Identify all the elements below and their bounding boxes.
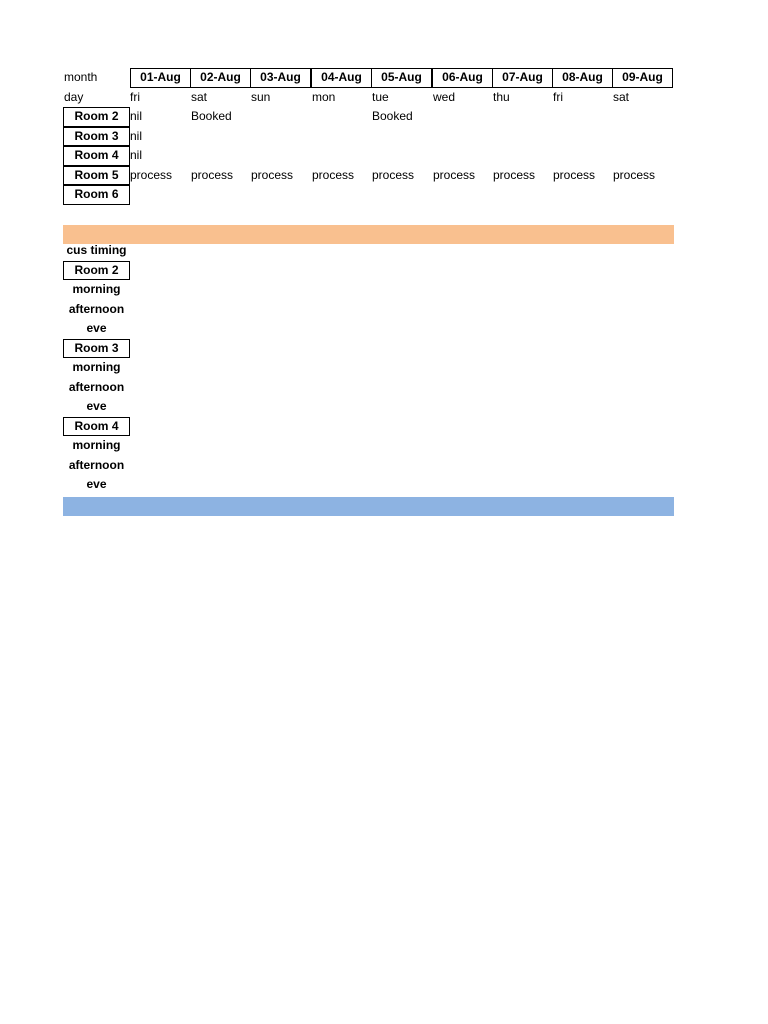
booking-cell[interactable]: process [251, 167, 294, 182]
timing-slot-row [63, 280, 674, 300]
timing-room-row [63, 261, 674, 281]
timing-slot-row [63, 319, 674, 339]
date-cell[interactable]: 02-Aug [190, 68, 251, 88]
timing-slot-row [63, 475, 674, 495]
room-label[interactable]: Room 6 [63, 185, 130, 205]
timing-title[interactable]: cus timing [66, 243, 127, 257]
day-cell[interactable]: thu [493, 89, 510, 104]
room-row [63, 146, 674, 166]
day-cell[interactable]: sat [191, 89, 208, 104]
day-cell[interactable]: mon [312, 89, 336, 104]
day-cell[interactable]: fri [130, 89, 140, 104]
slot-label[interactable]: afternoon [68, 379, 125, 394]
slot-label[interactable]: afternoon [68, 301, 125, 316]
booking-cell[interactable]: nil [130, 148, 143, 162]
schedule-sheet [63, 68, 674, 205]
booking-cell[interactable]: nil [130, 109, 143, 123]
booking-cell[interactable]: process [130, 167, 173, 182]
booking-cell[interactable]: Booked [191, 109, 232, 123]
day-cell[interactable]: wed [433, 89, 456, 104]
room-label[interactable]: Room 3 [63, 127, 130, 147]
date-cell[interactable]: 04-Aug [311, 68, 372, 88]
booking-cell[interactable]: process [553, 167, 596, 182]
room-row [63, 185, 674, 205]
date-cell[interactable]: 07-Aug [492, 68, 553, 88]
timing-title-row [63, 241, 674, 261]
date-cell[interactable]: 09-Aug [612, 68, 673, 88]
timing-slot-row [63, 300, 674, 320]
timing-room-label[interactable]: Room 2 [63, 261, 130, 281]
month-label[interactable]: month [64, 70, 98, 84]
date-cell[interactable]: 01-Aug [130, 68, 191, 88]
booking-cell[interactable]: process [433, 167, 476, 182]
booking-cell[interactable]: process [372, 167, 415, 182]
booking-cell[interactable]: process [493, 167, 536, 182]
booking-cell[interactable]: nil [130, 128, 143, 143]
room-row [63, 127, 674, 147]
room-row [63, 166, 674, 186]
timing-slot-row [63, 358, 674, 378]
slot-label[interactable]: eve [86, 477, 107, 491]
booking-cell[interactable]: process [312, 167, 355, 182]
slot-label[interactable]: morning [72, 282, 121, 296]
day-cell[interactable]: fri [553, 89, 563, 104]
slot-label[interactable]: morning [72, 360, 121, 374]
booking-cell[interactable]: process [613, 167, 656, 182]
slot-label[interactable]: morning [72, 438, 121, 452]
date-cell[interactable]: 05-Aug [371, 68, 432, 88]
date-cell[interactable]: 08-Aug [552, 68, 613, 88]
timing-room-row [63, 339, 674, 359]
slot-label[interactable]: eve [86, 399, 107, 413]
timing-section [63, 241, 674, 495]
day-cell[interactable]: sat [613, 89, 630, 104]
timing-slot-row [63, 397, 674, 417]
timing-room-row [63, 417, 674, 437]
timing-room-label[interactable]: Room 3 [63, 339, 130, 359]
day-cell[interactable]: sun [251, 89, 271, 104]
day-row [63, 88, 674, 108]
month-row [63, 68, 674, 88]
booking-cell[interactable]: Booked [372, 109, 413, 123]
slot-label[interactable]: afternoon [68, 457, 125, 472]
date-cell[interactable]: 06-Aug [432, 68, 493, 88]
timing-slot-row [63, 436, 674, 456]
booking-cell[interactable]: process [191, 167, 234, 182]
blue-band [63, 497, 674, 516]
room-label[interactable]: Room 2 [63, 107, 130, 127]
room-label[interactable]: Room 5 [63, 166, 130, 186]
room-label[interactable]: Room 4 [63, 146, 130, 166]
timing-slot-row [63, 378, 674, 398]
timing-room-label[interactable]: Room 4 [63, 417, 130, 437]
day-label[interactable]: day [64, 89, 84, 104]
date-cell[interactable]: 03-Aug [250, 68, 311, 88]
room-row [63, 107, 674, 127]
timing-slot-row [63, 456, 674, 476]
day-cell[interactable]: tue [372, 89, 389, 104]
slot-label[interactable]: eve [86, 321, 107, 335]
